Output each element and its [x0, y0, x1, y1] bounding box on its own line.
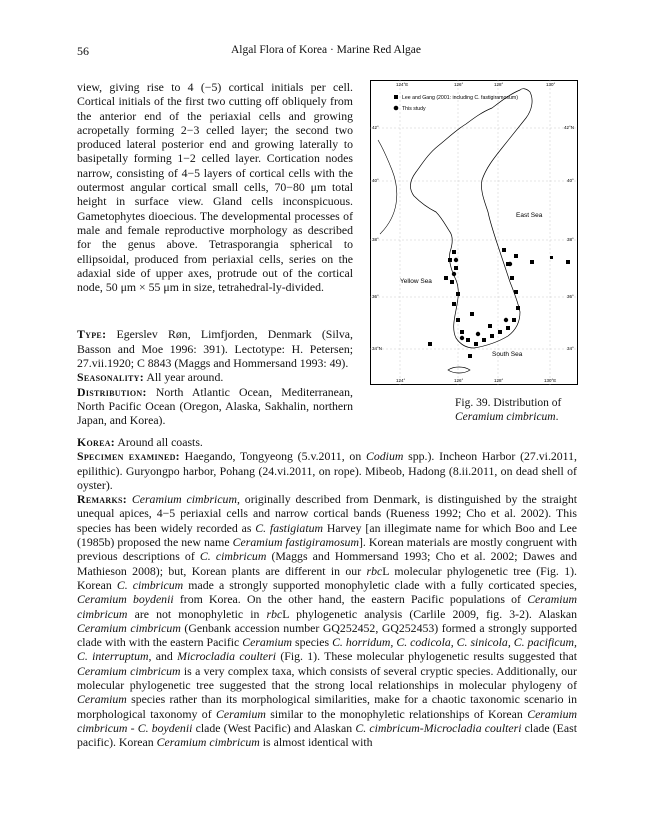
remarks-taxon: Ceramium fastigiramosum: [232, 535, 359, 550]
remarks-taxon: rbc: [366, 563, 383, 578]
lat-label-right: 38°: [567, 237, 574, 242]
remarks-segment: L molecular phylogenetic tree (Fig. 1). Korean: [77, 563, 577, 592]
remarks-taxon: Ceramium cimbricum: [77, 663, 181, 678]
remarks-taxon: Ceramium: [77, 692, 127, 707]
remarks-taxon: Ceramium cimbricum: [156, 735, 260, 750]
sea-label-east: East Sea: [516, 212, 543, 219]
remarks-label: Remarks:: [77, 492, 127, 507]
korea-text: Around all coasts.: [117, 435, 203, 449]
remarks-segment: and: [151, 649, 178, 664]
distribution-entry: [77, 385, 353, 428]
remarks-segment: is almost identical with: [259, 735, 373, 750]
remarks-taxon: Ceramium cimbricum: [77, 620, 181, 635]
remarks-taxon: Ceramium: [216, 706, 266, 721]
remarks-segment: , originally described from Denmark, is distinguished by the straight unequal apices, 4−5 periaxial cells and narrow cortical bands (Rueness 1992; Cho et al. 2002). This species has been widely recorded as: [77, 492, 577, 535]
specimen-entry: [77, 449, 577, 492]
caption-prefix: Fig. 39. Distribution of: [455, 397, 562, 409]
remarks-taxon: Microcladia coulteri: [177, 649, 277, 664]
description-paragraph: view, giving rise to 4 (−5) cortical initials per cell. Cortical initials of the first two cutting off obliquely from the anterior end of the periaxial cells and growing acropetally forming 2−3 celled layer; the second two produced lateral posterior end and growing laterally to basipetally forming 1−2 celled layer. Cortication nodes narrow, consisting of 4−5 layers of cortical cells with the outermost angular cortical small cells, 70−80 μm total height in surface view. Gland cells inconspicuous. Gametophytes dioecious. The developmental processes of male and female reproductive morphology as described for the genus above. Tetrasporangia spherical to ellipsoidal, produced from periaxial cells, series on the adaxial side of upper axes, protrude out of the cortical node, 50 μm × 55 μm in size, tetrahedral-ly-divided.: [77, 80, 353, 295]
remarks-entry: [77, 492, 577, 749]
remarks-segment: clade (West Pacific) and Alaskan: [192, 720, 356, 735]
lon-label-top: 128°: [494, 82, 504, 87]
remarks-segment: from Korea. On the other hand, the eastern Pacific populations of: [173, 592, 528, 607]
remarks-segment: (Genbank accession number GQ252452, GQ252453) formed a strongly supported clade with with the eastern Pacific: [77, 620, 577, 650]
remarks-segment: (Maggs and Hommersand 1993; Cho et al. 2002; Dawes and Mathieson 2008); but, Korean plants are different in our: [77, 549, 577, 578]
lat-label-left: 34°N: [372, 346, 383, 351]
left-column: [77, 80, 353, 428]
lat-label-left: 40°: [372, 178, 379, 183]
remarks-segment: similar to the monophyletic relationships of Korean: [265, 706, 528, 721]
lat-label-right: 42°N: [564, 125, 575, 130]
type-label: Type:: [77, 327, 107, 342]
lon-label-top: 126°: [454, 82, 464, 87]
distribution-text: North Atlantic Ocean, Mediterranean, North Pacific Ocean (Oregon, Alaska, Sakhalin, northern Japan, and Korea).: [77, 384, 353, 428]
remarks-segment: L phylogenetic analysis (Carlile 2009, fig. 3-2). Alaskan: [282, 606, 577, 621]
lon-label-bottom: 128°: [494, 378, 504, 383]
legend-label-square: Lee and Gang (2001: including C. fastigiramosum): [402, 95, 518, 101]
figure-caption: [455, 396, 580, 424]
korea-entry: [77, 435, 577, 449]
lon-label-top: 130°: [546, 82, 556, 87]
korea-label: Korea:: [77, 435, 116, 449]
remarks-segment: (Fig. 1). These molecular phylogenetic results suggested that: [276, 649, 577, 664]
remarks-taxon: Ceramium cimbricum: [77, 592, 577, 621]
remarks-segment: Harvey [an illegimate name for which Boo and Lee (1985b) proposed the new name: [77, 520, 577, 550]
lon-label-top: 124°E: [396, 82, 409, 87]
remarks-segment: ]. Korean materials are mostly congruent with previous descriptions of: [77, 535, 577, 564]
specimen-label: Specimen examined:: [77, 449, 180, 464]
remarks-segment: is a very complex taxa, which consists of several cryptic species. Additionally, our molecular phylogenetic tree suggested that the strong local relationships in molecular phylogeny of: [77, 663, 577, 693]
remarks-text: [77, 492, 577, 749]
remarks-taxon: rbc: [266, 606, 283, 621]
remarks-taxon: C. cimbricum-Microcladia coulteri: [355, 720, 522, 735]
lat-label-right: 34°: [567, 346, 574, 351]
remarks-segment: made a strongly supported monophyletic clade with a fully corticated species,: [183, 577, 577, 592]
remarks-segment: species rather than its morphological similarities, make for a chaotic taxonomic scenario in morphological taxonomy of: [77, 692, 577, 721]
lat-label-left: 42°: [372, 125, 379, 130]
type-text: Egerslev Røn, Limfjorden, Denmark (Silva, Basson and Moe 1996: 391). Lectotype: H. Petersen; 27.vii.1920; C 8843 (Maggs and Hommersand 1993: 49).: [77, 327, 353, 371]
remarks-segment: clade (East pacific). Korean: [77, 720, 577, 750]
running-title: Algal Flora of Korea · Marine Red Algae: [230, 44, 421, 56]
map-frame: [371, 81, 578, 385]
lon-label-bottom: 130°E: [544, 378, 557, 383]
remarks-taxon: Ceramium boydenii: [77, 592, 174, 607]
legend-circle-symbol: [394, 106, 399, 111]
lat-label-right: 40°: [567, 178, 574, 183]
full-width-text: [77, 435, 577, 750]
remarks-taxon: C. fastigiatum: [255, 520, 324, 535]
caption-taxon: Ceramium cimbricum: [455, 411, 556, 423]
ulleung-island: [550, 256, 553, 259]
caption-suffix: .: [555, 411, 559, 423]
remarks-taxon: C. cimbricum: [116, 577, 184, 592]
specimen-host: Codium: [366, 449, 404, 464]
lat-label-left: 36°: [372, 294, 379, 299]
type-entry: [77, 327, 353, 370]
remarks-taxon: C. horridum, C. codicola, C. sinicola, C. pacificum, C. interruptum,: [77, 635, 578, 664]
sea-label-south: South Sea: [492, 351, 523, 358]
remarks-taxon: C. cimbricum: [199, 549, 267, 564]
remarks-taxon: Ceramium cimbricum - C. boydenii: [77, 706, 578, 735]
lon-label-bottom: 126°: [454, 378, 464, 383]
distribution-map: [370, 80, 578, 385]
page-number: 56: [77, 44, 89, 58]
legend-label-circle: This study: [402, 106, 426, 112]
specimen-text-1: Haegando, Tongyeong (5.v.2011, on: [184, 449, 366, 464]
legend-square-symbol: [394, 95, 398, 99]
lat-label-left: 38°: [372, 237, 379, 242]
remarks-taxon: Ceramium: [242, 635, 293, 650]
distribution-label: Distribution:: [77, 384, 147, 399]
sea-label-yellow: Yellow Sea: [400, 278, 432, 285]
lon-label-bottom: 124°: [396, 378, 406, 383]
specimen-text-2: spp.). Incheon Harbor (27.vi.2011, epilithic). Guryongpo harbor, Pohang (24.vi.2011, on rope). Mibeob, Hadong (8.ii.2011, on dead shell of oyster).: [77, 449, 577, 492]
seasonality-label: Seasonality:: [77, 370, 144, 385]
seasonality-entry: [77, 370, 353, 384]
remarks-segment: are not monophyletic in: [127, 606, 267, 621]
seasonality-text: All year around.: [146, 370, 224, 385]
remarks-segment: species: [292, 635, 333, 650]
remarks-taxon: Ceramium cimbricum: [131, 492, 237, 507]
lat-label-right: 36°: [567, 294, 574, 299]
